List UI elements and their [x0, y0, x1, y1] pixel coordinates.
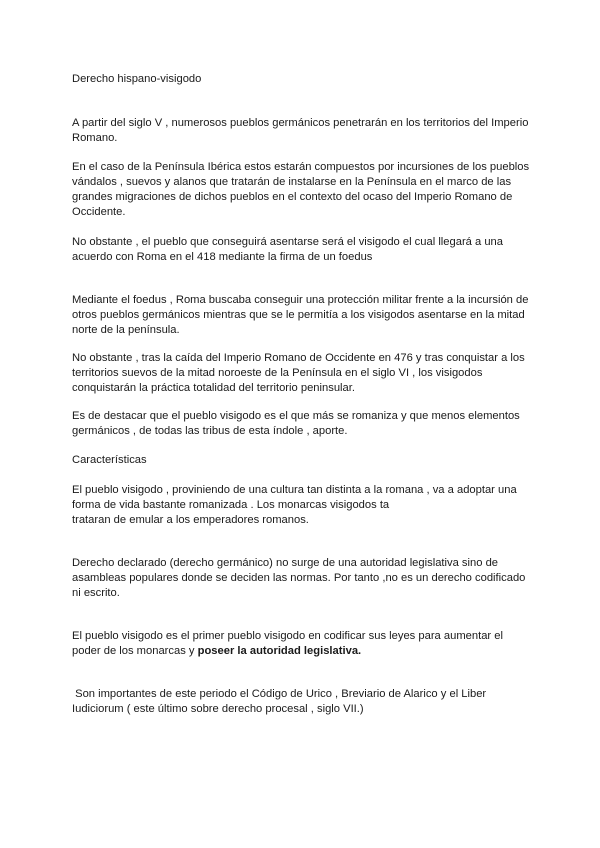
text-line: No obstante , el pueblo que conseguirá asentarse será el visigodo el cual llegará a una [72, 236, 504, 248]
paragraph-2 [72, 160, 532, 220]
text-line: trataran de emular a los emperadores romanos. [72, 514, 309, 526]
text-line: grandes migraciones de dichos pueblos en el contexto del ocaso del Imperio Romano de [72, 191, 513, 203]
text-line: acuerdo con Roma en el 418 mediante la firma de un foedus [72, 251, 373, 263]
paragraph-7 [72, 483, 532, 528]
text-line: Mediante el foedus , Roma buscaba conseguir una protección militar frente a la incursión de [72, 294, 529, 306]
text-line: Occidente. [72, 206, 126, 218]
text-line: germánicos , de todas las tribus de esta índole , aporte. [72, 425, 348, 437]
text-line: Son importantes de este periodo el Código de Urico , Breviario de Alarico y el Liber [72, 688, 487, 700]
text-line: En el caso de la Península Ibérica estos estarán compuestos por incursiones de los pueblos [72, 161, 530, 173]
section-heading-caracteristicas: Características [72, 454, 147, 466]
paragraph-10 [72, 687, 532, 717]
text-line: vándalos , suevos y alanos que tratarán de instalarse en la Península en el marco de las [72, 176, 512, 188]
bold-text: poseer la autoridad legislativa. [197, 645, 362, 657]
document-title: Derecho hispano-visigodo [72, 73, 202, 85]
text-line: otros pueblos germánicos mientras que se le permitía a los visigodos asentarse en la mitad [72, 309, 525, 321]
text-line: Romano. [72, 132, 118, 144]
text-line: territorios suevos de la mitad noroeste de la Península en el siglo VI , los visigodos [72, 367, 483, 379]
paragraph-8 [72, 556, 532, 601]
paragraph-5 [72, 351, 532, 396]
paragraph-3 [72, 235, 532, 265]
text-line: Es de destacar que el pueblo visigodo es el que más se romaniza y que menos elementos [72, 410, 520, 422]
text-line: conquistarán la práctica totalidad del territorio peninsular. [72, 382, 355, 394]
text-line: A partir del siglo V , numerosos pueblos germánicos penetrarán en los territorios del Imperio [72, 117, 529, 129]
text-line: forma de vida bastante romanizada . Los monarcas visigodos ta [72, 499, 390, 511]
text-line: El pueblo visigodo es el primer pueblo visigodo en codificar sus leyes para aumentar el [72, 630, 503, 642]
text-line: Iudiciorum ( este último sobre derecho procesal , siglo VII.) [72, 703, 364, 715]
text-line: Derecho declarado (derecho germánico) no surge de una autoridad legislativa sino de [72, 557, 499, 569]
text-line: asambleas populares donde se deciden las normas. Por tanto ,no es un derecho codificado [72, 572, 526, 584]
text-line: No obstante , tras la caída del Imperio Romano de Occidente en 476 y tras conquistar a los [72, 352, 525, 364]
text-run: poder de los monarcas y [72, 645, 198, 657]
paragraph-1 [72, 116, 532, 146]
text-line: El pueblo visigodo , proviniendo de una cultura tan distinta a la romana , va a adoptar una [72, 484, 517, 496]
paragraph-9 [72, 629, 532, 659]
text-line: norte de la península. [72, 324, 180, 336]
paragraph-6 [72, 409, 532, 439]
paragraph-4 [72, 293, 532, 338]
text-line [72, 644, 532, 659]
text-line: ni escrito. [72, 587, 120, 599]
